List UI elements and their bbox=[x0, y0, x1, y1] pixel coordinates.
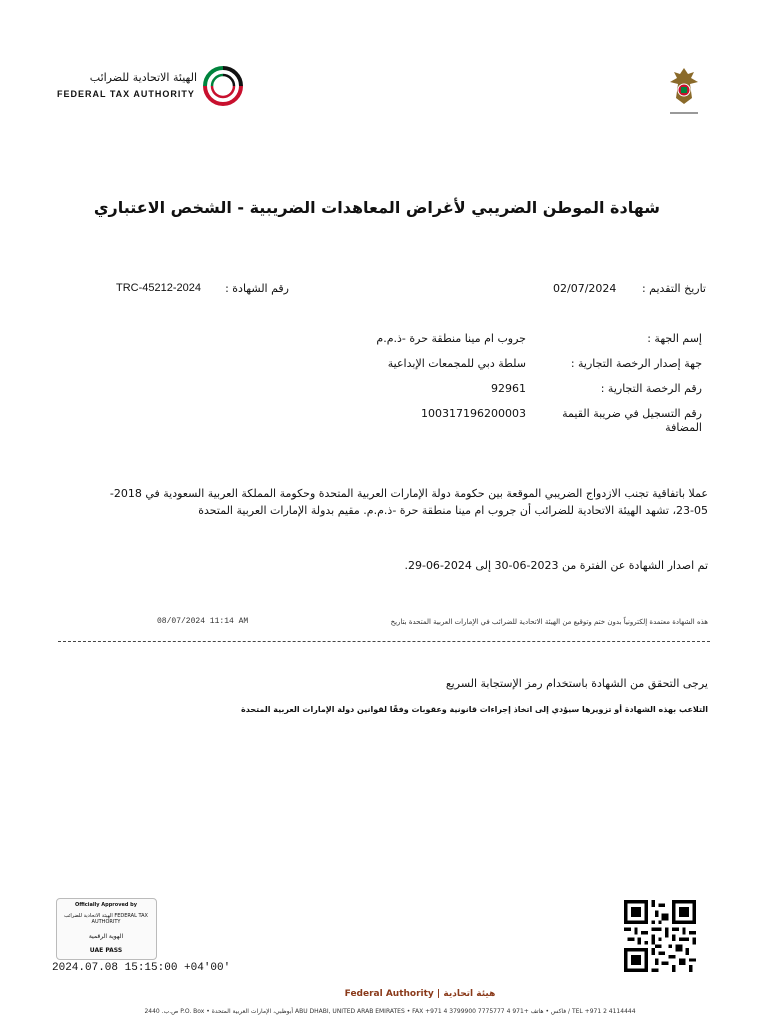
badge-pass-text: UAE PASS bbox=[89, 947, 123, 954]
certificate-number-label: رقم الشهادة : bbox=[225, 282, 289, 295]
badge-top-text: Officially Approved by bbox=[74, 902, 138, 908]
field-label: جهة إصدار الرخصة التجارية : bbox=[570, 357, 702, 370]
divider bbox=[58, 641, 710, 642]
qr-code-icon[interactable] bbox=[624, 900, 696, 972]
electronic-note: هذه الشهادة معتمدة إلكترونياً بدون ختم وتوقيع من الهيئة الاتحادية للضرائب في الإمارات العربية المتحدة بتاريخ bbox=[390, 618, 708, 626]
uae-pass-badge bbox=[56, 898, 157, 960]
uae-emblem-icon bbox=[664, 64, 704, 120]
certificate-number-value: TRC-45212-2024 bbox=[116, 282, 201, 294]
electronic-timestamp: 08/07/2024 11:14 AM bbox=[157, 617, 249, 626]
verify-text: يرجى التحقق من الشهادة باستخدام رمز الإستجابة السريع bbox=[445, 677, 708, 690]
fta-logo-arabic: الهيئة الاتحادية للضرائب bbox=[89, 71, 197, 84]
fta-emblem-icon bbox=[202, 65, 244, 107]
submission-date-value: 02/07/2024 bbox=[553, 282, 617, 295]
federal-authority-mark: Federal Authority | هيئة اتحادية bbox=[344, 989, 496, 999]
field-label: رقم التسجيل في ضريبة القيمة المضافة bbox=[562, 407, 702, 434]
period-text: تم اصدار الشهادة عن الفترة من 2023-06-30 إلى 2024-06-29. bbox=[404, 559, 708, 572]
fta-logo bbox=[57, 63, 242, 113]
page-title: شهادة الموطن الضريبي لأغراض المعاهدات الضريبية - الشخص الاعتباري bbox=[93, 198, 660, 217]
field-value: جروب ام مينا منطقة حرة -ذ.م.م bbox=[376, 332, 526, 345]
fta-logo-english: FEDERAL TAX AUTHORITY bbox=[57, 89, 195, 99]
field-value: 100317196200003 bbox=[421, 407, 526, 420]
signature-timestamp: 2024.07.08 15:15:00 +04'00' bbox=[52, 962, 231, 974]
field-value: 92961 bbox=[491, 382, 526, 395]
field-label: رقم الرخصة التجارية : bbox=[600, 382, 702, 395]
footer-contact: ص.ب. 2440 P.O. Box • أبوظبي، الإمارات العربية المتحدة ABU DHABI, UNITED ARAB EMIRATES • FAX +971 4 3799900 فاكس • هاتف +971 4 7775777 / TEL +971 2 4114444 bbox=[144, 1008, 636, 1015]
submission-date-label: تاريخ التقديم : bbox=[641, 282, 706, 295]
field-label: إسم الجهة : bbox=[647, 332, 702, 345]
warning-text: التلاعب بهذه الشهادة أو تزويرها سيؤدي إلى اتخاذ إجراءات قانونية وعقوبات وفقًا لقوانين دولة الإمارات العربية المتحدة bbox=[241, 705, 708, 714]
body-paragraph: عملا باتفاقية تجنب الازدواج الضريبي الموقعة بين حكومة دولة الإمارات العربية المتحدة وحكومة المملكة العربية السعودية في 2018-05-23، تشهد الهيئة الاتحادية للضرائب أن جروب ام مينا منطقة حرة -ذ.م.م. مقيم بدولة الإمارات العربية المتحدة bbox=[109, 487, 708, 517]
field-value: سلطة دبي للمجمعات الإبداعية bbox=[387, 357, 526, 370]
badge-fta-text: الهيئة الاتحادية للضرائب FEDERAL TAX AUTHORITY bbox=[64, 913, 148, 925]
badge-uae-text: الهوية الرقمية bbox=[88, 933, 124, 940]
